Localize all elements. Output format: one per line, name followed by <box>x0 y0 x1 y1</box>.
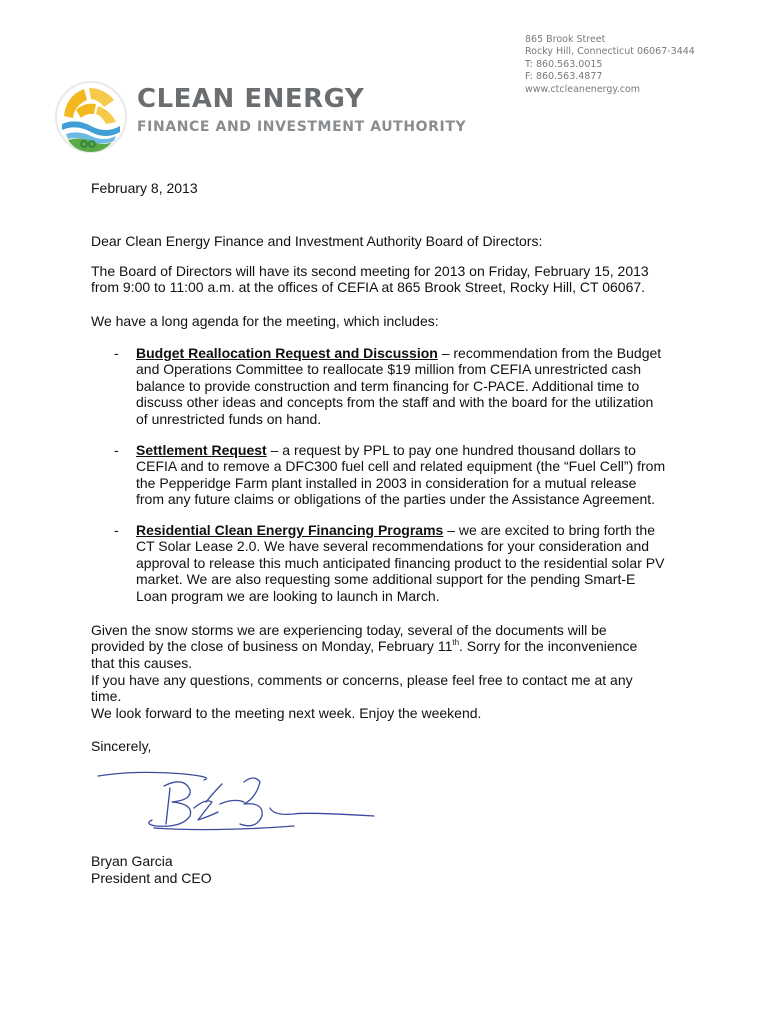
salutation: Dear Clean Energy Finance and Investment Authority Board of Directors: <box>91 233 543 249</box>
address-fax: F: 860.563.4877 <box>525 71 603 83</box>
address-street: 865 Brook Street <box>525 34 606 45</box>
agenda-item-settlement <box>136 442 666 508</box>
paragraph-meeting-details: The Board of Directors will have its second meeting for 2013 on Friday, February 15, 2013 from 9:00 to 11:00 a.m. at the offices of CEFIA at 865 Brook Street, Rocky Hill, CT 06067. <box>91 263 649 296</box>
address-city: Rocky Hill, Connecticut 06067-3444 <box>525 46 695 58</box>
agenda-item-text: – recommendation from the Budget and Operations Committee to reallocate $19 million from CEFIA unrestricted cash balance to provide construction and term financing for C-PACE. Additional time to discuss other ideas and concepts from the staff and with the board for the utilization of unrestricted funds on hand. <box>136 345 662 427</box>
agenda-item-title: Budget Reallocation Request and Discussion <box>136 345 438 361</box>
paragraph-documents-delay <box>91 622 661 671</box>
agenda-item-text: – a request by PPL to pay one hundred thousand dollars to CEFIA and to remove a DFC300 fuel cell and related equipment (the “Fuel Cell”) from the Pepperidge Farm plant installed in 2003 in consideration for a mutual release from any future claims or obligations of the parties under the Assistance Agreement. <box>136 442 666 508</box>
address-website: www.ctcleanenergy.com <box>525 83 641 95</box>
agenda-item-title: Settlement Request <box>136 442 267 458</box>
address-phone: T: 860.563.0015 <box>525 58 603 70</box>
organization-name: CLEAN ENERGY <box>137 84 365 114</box>
paragraph-text: . Sorry for the inconvenience that this causes. <box>91 638 638 671</box>
paragraph-text: Given the snow storms we are experiencing today, several of the documents will be provided by the close of business on Monday, February 11 <box>91 622 607 655</box>
cefia-logo-icon <box>54 80 128 154</box>
bullet-marker: - <box>114 442 119 458</box>
bullet-marker: - <box>114 522 119 538</box>
letter-date: February 8, 2013 <box>91 180 198 196</box>
agenda-item-residential <box>136 522 666 604</box>
agenda-item-title: Residential Clean Energy Financing Programs <box>136 522 444 538</box>
paragraph-contact: If you have any questions, comments or concerns, please feel free to contact me at any time. <box>91 672 633 705</box>
paragraph-agenda-intro: We have a long agenda for the meeting, which includes: <box>91 313 439 329</box>
agenda-item-text: – we are excited to bring forth the CT Solar Lease 2.0. We have several recommendations for your consideration and approval to release this much anticipated financing product to the residential solar PV market. We are also requesting some additional support for the pending Smart-E Loan program we are looking to launch in March. <box>136 522 665 604</box>
signer-title: President and CEO <box>91 870 212 886</box>
closing: Sincerely, <box>91 738 152 754</box>
organization-subtitle: FINANCE AND INVESTMENT AUTHORITY <box>137 119 467 135</box>
signature-image <box>94 768 384 838</box>
signer-name: Bryan Garcia <box>91 853 173 869</box>
paragraph-closing-remark: We look forward to the meeting next week. Enjoy the weekend. <box>91 705 482 721</box>
ordinal-suffix: th <box>452 638 460 648</box>
agenda-item-budget <box>136 345 666 427</box>
letterhead-address <box>525 34 695 96</box>
bullet-marker: - <box>114 345 119 361</box>
